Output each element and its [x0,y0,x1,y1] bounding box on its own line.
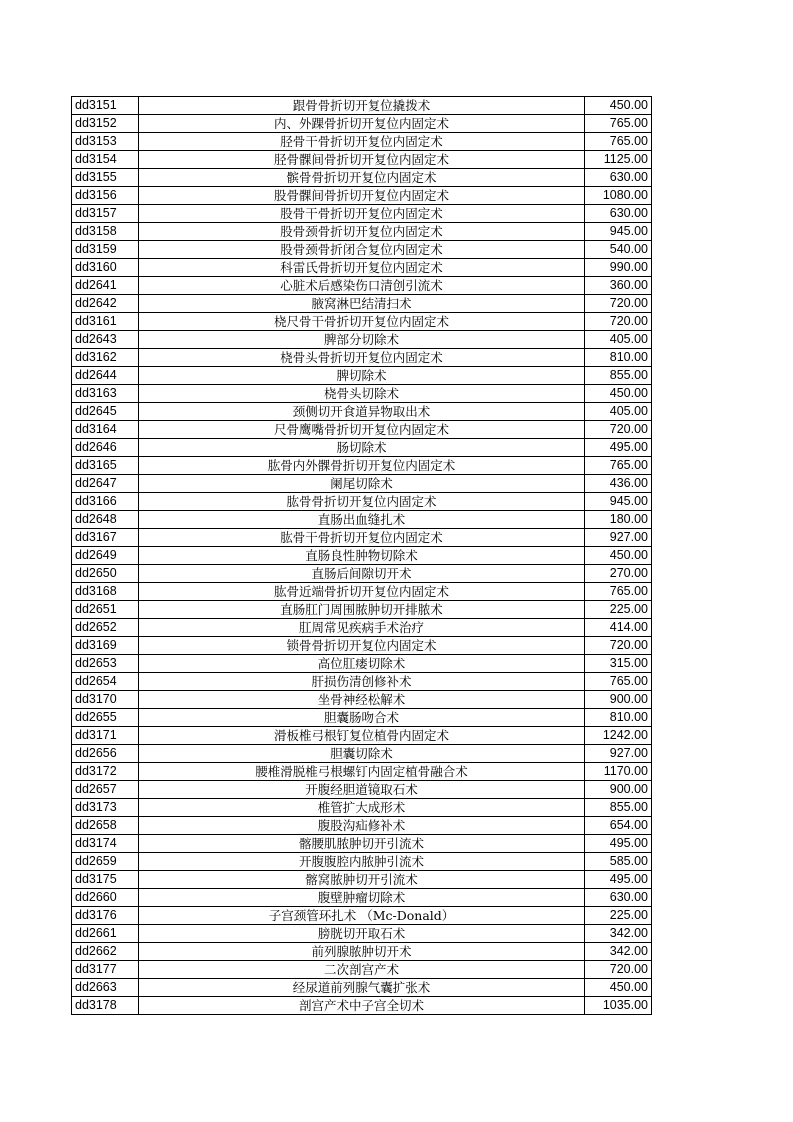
procedure-name-cell: 股骨颈骨折闭合复位内固定术 [139,241,585,259]
table-row [72,115,652,133]
procedure-price-cell: 810.00 [585,349,652,367]
procedure-price-cell: 765.00 [585,457,652,475]
procedure-price-cell: 270.00 [585,565,652,583]
procedure-code-cell: dd3176 [72,907,139,925]
procedure-code-cell: dd2658 [72,817,139,835]
procedure-name-cell: 腹壁肿瘤切除术 [139,889,585,907]
table-row [72,565,652,583]
procedure-name-cell: 桡骨头切除术 [139,385,585,403]
procedure-code-cell: dd2662 [72,943,139,961]
procedure-name-cell: 肱骨干骨折切开复位内固定术 [139,529,585,547]
table-row [72,601,652,619]
table-row [72,943,652,961]
table-row [72,331,652,349]
table-row [72,889,652,907]
procedure-name-cell: 二次剖宫产术 [139,961,585,979]
procedure-code-cell: dd3160 [72,259,139,277]
table-row [72,817,652,835]
table-row [72,781,652,799]
table-row [72,529,652,547]
procedure-price-cell: 495.00 [585,835,652,853]
table-row [72,97,652,115]
procedure-name-cell: 高位肛瘘切除术 [139,655,585,673]
table-row [72,835,652,853]
table-row [72,295,652,313]
procedure-name-cell: 髂腰肌脓肿切开引流术 [139,835,585,853]
procedure-name-cell: 胆囊肠吻合术 [139,709,585,727]
procedure-price-cell: 990.00 [585,259,652,277]
table-row [72,745,652,763]
procedure-code-cell: dd3170 [72,691,139,709]
procedure-name-cell: 肛周常见疾病手术治疗 [139,619,585,637]
procedure-price-cell: 225.00 [585,907,652,925]
procedure-price-cell: 765.00 [585,133,652,151]
procedure-code-cell: dd2656 [72,745,139,763]
procedure-name-cell: 腋窝淋巴结清扫术 [139,295,585,313]
procedure-name-cell: 阑尾切除术 [139,475,585,493]
procedure-price-cell: 765.00 [585,673,652,691]
procedure-price-cell: 315.00 [585,655,652,673]
procedure-code-cell: dd2641 [72,277,139,295]
procedure-name-cell: 坐骨神经松解术 [139,691,585,709]
procedure-code-cell: dd2643 [72,331,139,349]
procedure-price-cell: 654.00 [585,817,652,835]
procedure-name-cell: 腹股沟疝修补术 [139,817,585,835]
procedure-price-cell: 1242.00 [585,727,652,745]
procedure-name-cell: 内、外踝骨折切开复位内固定术 [139,115,585,133]
table-row [72,457,652,475]
procedure-code-cell: dd3177 [72,961,139,979]
procedure-code-cell: dd3158 [72,223,139,241]
procedure-name-cell: 椎管扩大成形术 [139,799,585,817]
table-row [72,439,652,457]
table-row [72,385,652,403]
procedure-code-cell: dd2645 [72,403,139,421]
table-row [72,169,652,187]
procedure-name-cell: 脾切除术 [139,367,585,385]
procedure-price-cell: 1035.00 [585,997,652,1015]
procedure-code-cell: dd3162 [72,349,139,367]
procedure-code-cell: dd2648 [72,511,139,529]
procedure-price-cell: 810.00 [585,709,652,727]
procedure-name-cell: 股骨颈骨折切开复位内固定术 [139,223,585,241]
procedure-code-cell: dd2649 [72,547,139,565]
procedure-name-cell: 科雷氏骨折切开复位内固定术 [139,259,585,277]
table-row [72,691,652,709]
procedure-code-cell: dd3159 [72,241,139,259]
procedure-code-cell: dd3157 [72,205,139,223]
procedure-code-cell: dd2655 [72,709,139,727]
procedure-price-cell: 720.00 [585,421,652,439]
procedure-price-cell: 720.00 [585,637,652,655]
procedure-name-cell: 直肠肛门周围脓肿切开排脓术 [139,601,585,619]
procedure-name-cell: 跟骨骨折切开复位撬拨术 [139,97,585,115]
procedure-name-cell: 肱骨骨折切开复位内固定术 [139,493,585,511]
table-row [72,475,652,493]
procedure-price-cell: 630.00 [585,169,652,187]
procedure-price-cell: 405.00 [585,403,652,421]
procedure-price-cell: 1080.00 [585,187,652,205]
table-row [72,727,652,745]
procedure-price-cell: 765.00 [585,583,652,601]
procedure-code-cell: dd2651 [72,601,139,619]
procedure-price-cell: 900.00 [585,781,652,799]
procedure-code-cell: dd3155 [72,169,139,187]
table-row [72,673,652,691]
procedure-code-cell: dd2661 [72,925,139,943]
procedure-name-cell: 经尿道前列腺气囊扩张术 [139,979,585,997]
procedure-code-cell: dd3163 [72,385,139,403]
fee-table [71,96,652,1015]
table-row [72,493,652,511]
procedure-name-cell: 滑板椎弓根钉复位植骨内固定术 [139,727,585,745]
procedure-price-cell: 585.00 [585,853,652,871]
procedure-price-cell: 450.00 [585,385,652,403]
table-row [72,277,652,295]
table-row [72,655,652,673]
procedure-name-cell: 脾部分切除术 [139,331,585,349]
procedure-price-cell: 450.00 [585,547,652,565]
procedure-price-cell: 927.00 [585,745,652,763]
procedure-code-cell: dd3153 [72,133,139,151]
procedure-code-cell: dd3164 [72,421,139,439]
procedure-code-cell: dd3169 [72,637,139,655]
procedure-price-cell: 450.00 [585,97,652,115]
procedure-name-cell: 直肠良性肿物切除术 [139,547,585,565]
procedure-code-cell: dd3178 [72,997,139,1015]
procedure-price-cell: 540.00 [585,241,652,259]
procedure-price-cell: 405.00 [585,331,652,349]
procedure-name-cell: 肱骨近端骨折切开复位内固定术 [139,583,585,601]
procedure-name-cell: 胫骨干骨折切开复位内固定术 [139,133,585,151]
procedure-name-cell: 髌骨骨折切开复位内固定术 [139,169,585,187]
procedure-code-cell: dd2660 [72,889,139,907]
table-row [72,583,652,601]
procedure-name-cell: 膀胱切开取石术 [139,925,585,943]
procedure-price-cell: 720.00 [585,295,652,313]
procedure-code-cell: dd2652 [72,619,139,637]
procedure-code-cell: dd2644 [72,367,139,385]
procedure-price-cell: 180.00 [585,511,652,529]
procedure-code-cell: dd2653 [72,655,139,673]
table-row [72,763,652,781]
procedure-code-cell: dd2647 [72,475,139,493]
procedure-price-cell: 855.00 [585,367,652,385]
procedure-code-cell: dd3171 [72,727,139,745]
table-row [72,637,652,655]
procedure-price-cell: 495.00 [585,439,652,457]
procedure-name-cell: 腰椎滑脱椎弓根螺钉内固定植骨融合术 [139,763,585,781]
procedure-price-cell: 1125.00 [585,151,652,169]
procedure-name-cell: 髂窝脓肿切开引流术 [139,871,585,889]
table-row [72,421,652,439]
procedure-code-cell: dd2654 [72,673,139,691]
procedure-name-cell: 直肠出血缝扎术 [139,511,585,529]
table-row [72,709,652,727]
table-row [72,547,652,565]
procedure-price-cell: 225.00 [585,601,652,619]
procedure-name-cell: 直肠后间隙切开术 [139,565,585,583]
procedure-code-cell: dd3174 [72,835,139,853]
procedure-name-cell: 颈侧切开食道异物取出术 [139,403,585,421]
procedure-price-cell: 342.00 [585,925,652,943]
procedure-price-cell: 630.00 [585,205,652,223]
procedure-price-cell: 765.00 [585,115,652,133]
procedure-price-cell: 342.00 [585,943,652,961]
procedure-name-cell: 肱骨内外髁骨折切开复位内固定术 [139,457,585,475]
procedure-code-cell: dd3165 [72,457,139,475]
procedure-name-cell: 桡骨头骨折切开复位内固定术 [139,349,585,367]
procedure-code-cell: dd2642 [72,295,139,313]
procedure-code-cell: dd2646 [72,439,139,457]
procedure-price-cell: 360.00 [585,277,652,295]
table-row [72,205,652,223]
table-row [72,259,652,277]
fee-table-body [72,97,652,1015]
procedure-code-cell: dd3172 [72,763,139,781]
procedure-name-cell: 桡尺骨干骨折切开复位内固定术 [139,313,585,331]
procedure-price-cell: 945.00 [585,223,652,241]
procedure-name-cell: 开腹经胆道镜取石术 [139,781,585,799]
procedure-price-cell: 927.00 [585,529,652,547]
procedure-code-cell: dd2663 [72,979,139,997]
procedure-code-cell: dd3168 [72,583,139,601]
table-row [72,133,652,151]
procedure-price-cell: 945.00 [585,493,652,511]
table-row [72,871,652,889]
table-row [72,925,652,943]
procedure-code-cell: dd2659 [72,853,139,871]
table-row [72,961,652,979]
procedure-name-cell: 股骨髁间骨折切开复位内固定术 [139,187,585,205]
table-row [72,367,652,385]
table-row [72,313,652,331]
table-row [72,979,652,997]
procedure-code-cell: dd3173 [72,799,139,817]
table-row [72,997,652,1015]
procedure-name-cell: 肝损伤清创修补术 [139,673,585,691]
procedure-name-cell: 股骨干骨折切开复位内固定术 [139,205,585,223]
procedure-code-cell: dd3175 [72,871,139,889]
table-row [72,241,652,259]
procedure-price-cell: 855.00 [585,799,652,817]
table-row [72,349,652,367]
procedure-code-cell: dd3167 [72,529,139,547]
table-row [72,799,652,817]
procedure-name-cell: 开腹腹腔内脓肿引流术 [139,853,585,871]
procedure-code-cell: dd3161 [72,313,139,331]
procedure-code-cell: dd3152 [72,115,139,133]
procedure-price-cell: 450.00 [585,979,652,997]
procedure-name-cell: 前列腺脓肿切开术 [139,943,585,961]
procedure-name-cell: 剖宫产术中子宫全切术 [139,997,585,1015]
table-row [72,151,652,169]
table-row [72,511,652,529]
table-row [72,223,652,241]
procedure-code-cell: dd3166 [72,493,139,511]
procedure-code-cell: dd3151 [72,97,139,115]
table-row [72,853,652,871]
procedure-code-cell: dd3154 [72,151,139,169]
table-row [72,619,652,637]
procedure-name-cell: 肠切除术 [139,439,585,457]
procedure-price-cell: 1170.00 [585,763,652,781]
procedure-name-cell: 胆囊切除术 [139,745,585,763]
procedure-price-cell: 630.00 [585,889,652,907]
procedure-name-cell: 子宫颈管环扎术 （Mc-Donald） [139,907,585,925]
procedure-price-cell: 436.00 [585,475,652,493]
procedure-price-cell: 720.00 [585,313,652,331]
procedure-price-cell: 720.00 [585,961,652,979]
procedure-code-cell: dd2650 [72,565,139,583]
table-row [72,907,652,925]
procedure-price-cell: 495.00 [585,871,652,889]
procedure-code-cell: dd2657 [72,781,139,799]
procedure-name-cell: 心脏术后感染伤口清创引流术 [139,277,585,295]
procedure-name-cell: 尺骨鹰嘴骨折切开复位内固定术 [139,421,585,439]
table-row [72,187,652,205]
table-row [72,403,652,421]
procedure-code-cell: dd3156 [72,187,139,205]
procedure-name-cell: 锁骨骨折切开复位内固定术 [139,637,585,655]
procedure-name-cell: 胫骨髁间骨折切开复位内固定术 [139,151,585,169]
procedure-price-cell: 414.00 [585,619,652,637]
procedure-price-cell: 900.00 [585,691,652,709]
